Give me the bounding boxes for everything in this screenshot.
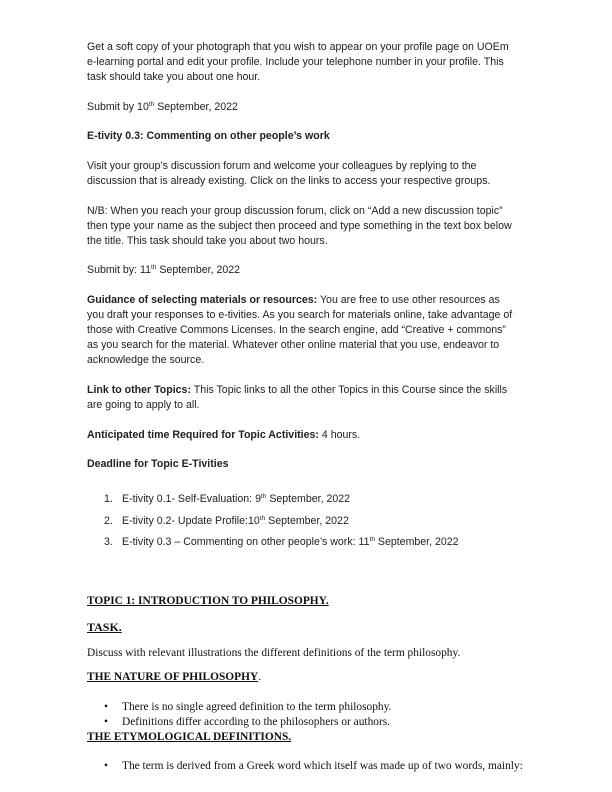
nb-paragraph: [87, 204, 557, 249]
text-line: Guidance of selecting materials or resources: You are free to use other resources as: [87, 294, 500, 306]
bullet-icon: •: [104, 760, 108, 772]
link-topics-label: Link to other Topics:: [87, 384, 191, 396]
text-line: then type your name as the subject then proceed and type something in the text box below: [87, 220, 512, 232]
guidance-label: Guidance of selecting materials or resources:: [87, 294, 318, 306]
topic-1-heading: TOPIC 1: INTRODUCTION TO PHILOSOPHY.: [87, 595, 329, 607]
etymology-heading: THE ETYMOLOGICAL DEFINITIONS.: [87, 731, 292, 743]
text-line: Visit your group’s discussion forum and welcome your colleagues by replying to the: [87, 160, 477, 172]
text-line: those with Creative Commons Licenses. In the search engine, add “Creative + commons”: [87, 324, 506, 336]
text-line: acknowledge the source.: [87, 354, 205, 366]
text-line: N/B: When you reach your group discussion forum, click on “Add a new discussion topic”: [87, 205, 503, 217]
nature-heading-line: THE NATURE OF PHILOSOPHY.: [87, 671, 262, 683]
text-line: discussion that is already existing. Click on the links to access your respective groups.: [87, 175, 491, 187]
document-page: Get a soft copy of your photograph that you wish to appear on your profile page on UOEm e-learning portal and edit your profile. Include your telephone number in your profile. This task should take you about one hour. Submit by 10th September, 2022 E-tivity 0.3: Commenting on other people’s work Visit your group’s discussion forum and welcome your colleagues by replying to the discussion that is already existing. Click on the links to access your respective groups. N/B: When you reach your group discussion forum, click on “Add a new discussion topic” then type your name as the subject then proceed and type something in the text box below the title. This task should take you about two hours. Submit by: 11th September, 2022 Guidance of selecting materials or resources: You are free to use other resources as you draft your responses to e-tivities. As you search for materials online, take advantage of those with Creative Commons Licenses. In the search engine, add “Creative + commons” as you search for the material. Whatever other online material that you use, endeavor to acknowledge the source. Link to other Topics: This Topic links to all the other Topics in this Course since the skills are going to apply to all. Anticipated time Required for Topic Activities: 4 hours. Deadline for Topic E-Tivities 1. E-tivity 0.1- Self-Evaluation: 9th September, 2022 2. E-tivity 0.2- Update Profile:10th September, 2022 3. E-tivity 0.3 – Commenting on other people’s work: 11th September, 2022 TOPIC 1: INTRODUCTION TO PHILOSOPHY. TASK. Discuss with relevant illustrations the different definitions of the term philosophy. THE NATURE OF PHILOSOPHY. • There is no single agreed definition to the term philosophy. • Definitions differ according to the philosophers or authors. THE ETYMOLOGICAL DEFINITIONS. • The term is derived from a Greek word which itself was made up of two words, mainly:: [0, 0, 612, 792]
link-to-topics-paragraph: [87, 383, 557, 413]
bullet-icon: •: [104, 716, 108, 728]
submit-deadline-commenting: Submit by: 11th September, 2022: [87, 264, 241, 276]
text-line: e-learning portal and edit your profile. Include your telephone number in your profile. This: [87, 56, 504, 68]
text-line: the title. This task should take you about two hours.: [87, 235, 328, 247]
text-line: Get a soft copy of your photograph that you wish to appear on your profile page on UOEm: [87, 41, 509, 53]
discussion-forum-paragraph: [87, 159, 557, 189]
task-heading: TASK.: [87, 620, 122, 634]
text-line: as you search for the material. Whatever other online material that you use, endeavor to: [87, 339, 500, 351]
guidance-paragraph: [87, 293, 557, 368]
text-line: you draft your responses to e-tivities. As you search for materials online, take advantage of: [87, 309, 513, 321]
task-text: Discuss with relevant illustrations the different definitions of the term philosophy.: [87, 647, 461, 659]
submit-deadline-profile: Submit by 10th September, 2022: [87, 101, 238, 113]
anticipated-label: Anticipated time Required for Topic Activities:: [87, 429, 319, 441]
bullet-icon: •: [104, 701, 108, 713]
anticipated-value: 4 hours.: [318, 429, 361, 441]
deadline-heading: Deadline for Topic E-Tivities: [87, 458, 229, 470]
text-line: task should take you about one hour.: [87, 71, 261, 83]
anticipated-time: [87, 428, 557, 443]
etivity-0-3-heading: E-tivity 0.3: Commenting on other people’s work: [87, 130, 330, 142]
text-line: Link to other Topics: This Topic links to all the other Topics in this Course since the skills: [87, 384, 508, 396]
text-line: are going to apply to all.: [87, 399, 200, 411]
nature-heading: THE NATURE OF PHILOSOPHY: [87, 671, 259, 683]
profile-instructions-paragraph: [87, 40, 557, 85]
